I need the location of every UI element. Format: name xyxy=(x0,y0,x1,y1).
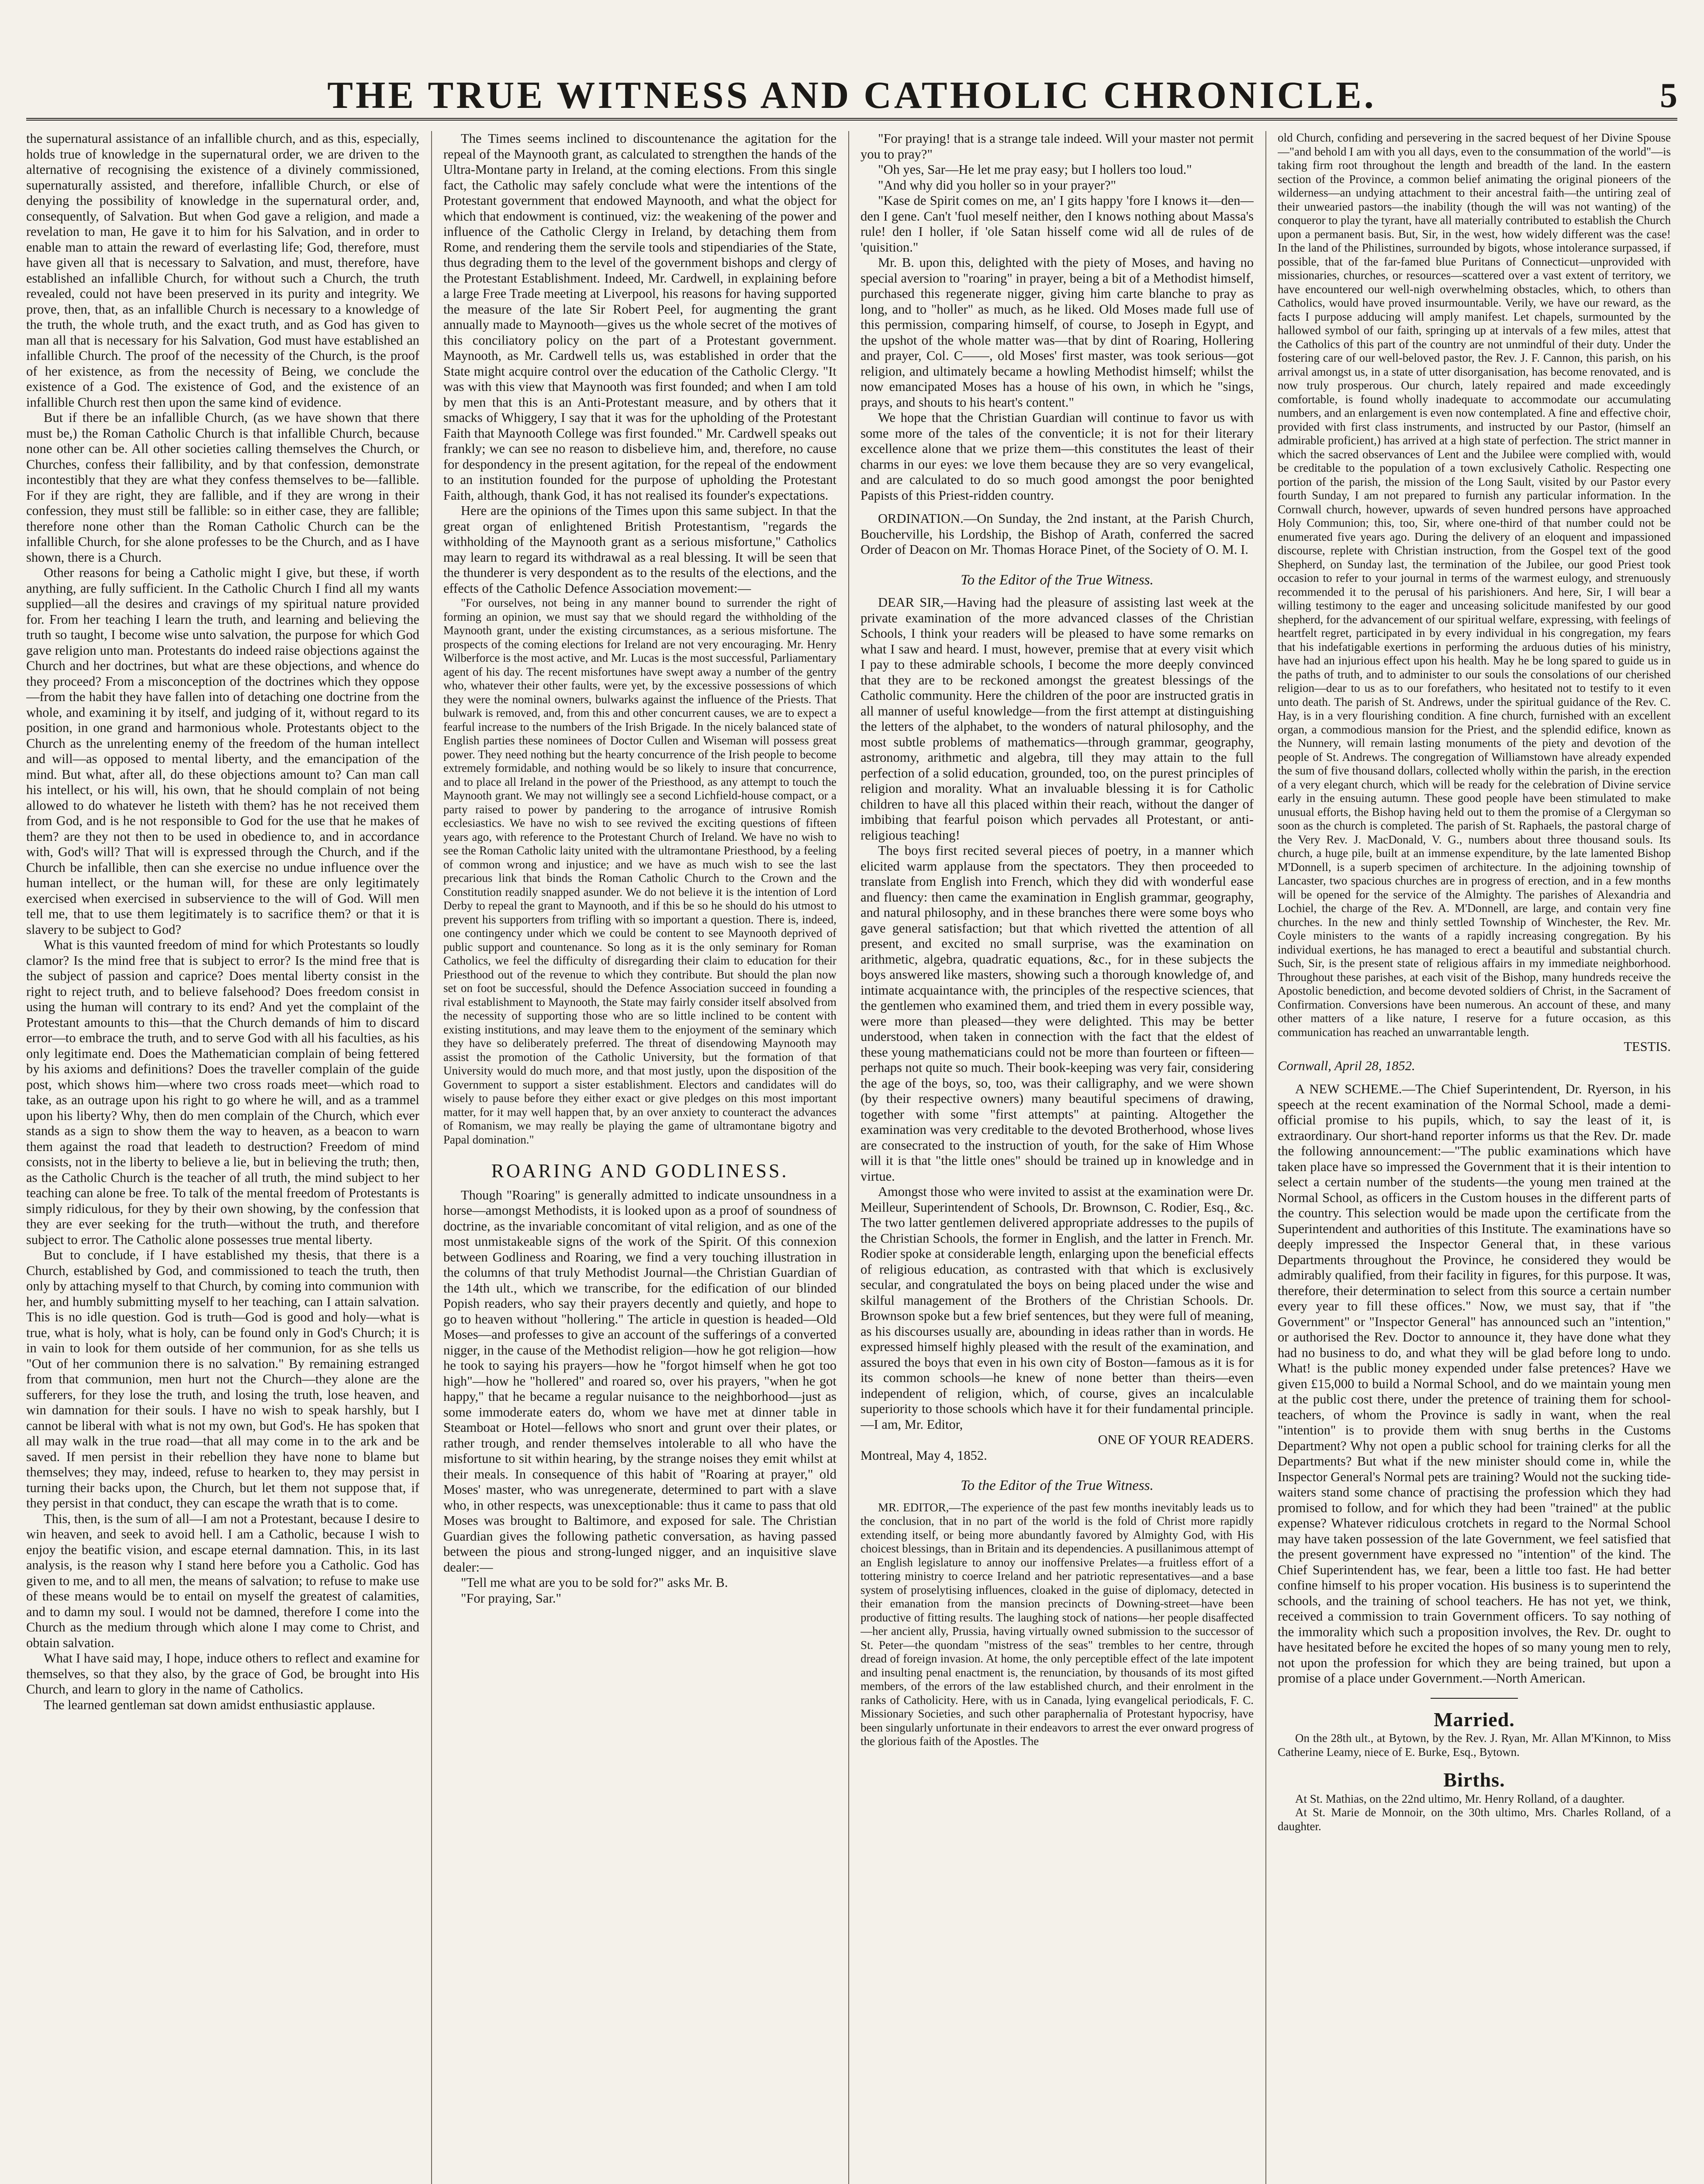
paragraph: We hope that the Christian Guardian will continue to favor us with some more of the tales of the conventicle; it is not for their literary excellence alone that we prize them—this constitutes the least of their charms in our eyes: we love them because they are so very evangelical, and are calculated to do so much good amongst the poor benighted Papists of this Priest-ridden country. xyxy=(861,410,1254,503)
column-3 xyxy=(861,131,1254,2184)
paragraph: "And why did you holler so in your prayer?" xyxy=(878,177,1116,193)
times-quotation: "For ourselves, not being in any manner bound to surrender the right of forming an opinion, we must say that we should regard the withholding of the Maynooth grant, under the existing circumstances, as a serious misfortune. The prospects of the coming elections for Ireland are not very encouraging. Mr. Henry Wilberforce is the most active, and Mr. Lucas is the most successful, Parliamentary agent of his day. The recent misfortunes have swept away a number of the gentry who, whatever their other faults, were yet, by the excessive possessions of which they were the nominal owners, bulwarks against the influence of the Priests. That bulwark is removed, and, from this and other concurrent causes, we are to expect a fearful increase to the numbers of the Irish Brigade. In the nicely balanced state of English parties these nominees of Doctor Cullen and Wiseman will possess great power. They need nothing but the hearty concurrence of the Irish people to become extremely formidable, and nothing would be so likely to insure that concurrence, and to place all Ireland in the power of the Priesthood, as any attempt to touch the Maynooth grant. We may not willingly see a second Lichfield-house compact, or a party raised to power by pandering to the arrogance of intrusive Romish ecclesiastics. We have no wish to see revived the exciting questions of fifteen years ago, with reference to the Protestant Church of Ireland. We have no wish to see the Roman Catholic laity united with the ultramontane Priesthood, by a feeling of common wrong and injustice; and we have as much wish to see the last precarious link that binds the Roman Catholic Church to the Crown and the Constitution readily snapped asunder. We do not believe it is the intention of Lord Derby to repeal the grant to Maynooth, and if this be so he should do his utmost to prevent his supporters from trifling with so important a question. There is, indeed, one contingency under which we could be content to see Maynooth deprived of public support and countenance. So long as it is the only seminary for Roman Catholics, we feel the difficulty of disregarding their claim to education for their Priesthood out of the revenue to which they contribute. But should the plan now set on foot be successful, should the Defence Association succeed in founding a rival establishment to Maynooth, the State may fairly consider itself absolved from the necessity of supporting those who are so little inclined to be content with existing institutions, and may leave them to the enjoyment of the seminary which they have so deliberately preferred. The threat of disendowing Maynooth may assist the promotion of the Catholic University, but the formation of that University would do much more, and that most justly, upon the disposition of the Government to support a sister establishment. Electors and candidates will do wisely to pause before they either exact or give pledges on this most important matter, for it may well happen that, by an over anxiety to counteract the advances of Romanism, we may really be playing the game of ultramontane bigotry and Papal domination." xyxy=(443,596,836,1146)
column-1 xyxy=(26,131,419,2184)
column-rule xyxy=(848,131,849,2184)
births-heading: Births. xyxy=(1443,1769,1505,1791)
paragraph: "Tell me what are you to be sold for?" asks Mr. B. xyxy=(461,1575,728,1590)
paragraph: DEAR SIR,—Having had the pleasure of assisting last week at the private examination of the more advanced classes of the Christian Schools, I think your readers will be pleased to have some remarks on what I saw and heard. I must, however, premise that at every visit which I pay to these admirable schools, I become the more deeply convinced that they are to be reckoned amongst the greatest blessings of the Catholic community. Here the children of the poor are instructed gratis in all manner of useful knowledge—from the first attempt at distinguishing the letters of the alphabet, to the wonders of natural philosophy, and the most subtle problems of mathematics—through grammar, geography, astronomy, arithmetic and algebra, till they may attain to the full perfection of a solid education, grounded, too, on the purest principles of religion and morality. What an invaluable blessing it is for Catholic children to have all this placed within their reach, without the danger of imbibing that fearful poison which pervades all Protestant, or anti-religious teaching! xyxy=(861,595,1254,843)
paragraph: What is this vaunted freedom of mind for which Protestants so loudly clamor? Is the mind free that is subject to error? Is the mind free that is the subject of passion and caprice? Does mental liberty consist in the right to reject truth, and to believe falsehood? Does freedom consist in using the human will contrary to its end? And yet the complaint of the Protestant amounts to this—that the Church demands of him to discard error—to embrace the truth, and to serve God with all his faculties, as his only legitimate end. Does the Mathematician complain of being fettered by his axioms and definitions? Does the traveller complain of the guide post, which shows him—where two cross roads meet—which road to take, as an outrage upon his right to go where he will, and as a trammel upon his liberty? Why, then do men complain of the Church, which ever stands as a sign to show them the way to heaven, as a beacon to warn them against the road that leadeth to destruction? Freedom of mind consists, not in the liberty to believe a lie, but in believing the truth; then, as the Catholic Church is the teacher of all truth, the mind subject to her teaching can alone be free. To talk of the mental freedom of Protestants is simply ridiculous, for they by their own showing, by the confession that they are ever seeking for the truth—without the truth, and therefore subject to error. The Catholic alone possesses true mental liberty. xyxy=(26,937,419,1247)
letter-dateline: Cornwall, April 28, 1852. xyxy=(1278,1058,1415,1073)
newspaper-title: THE TRUE WITNESS AND CATHOLIC CHRONICLE. xyxy=(327,74,1376,117)
masthead xyxy=(26,66,1677,121)
letter-signature: TESTIS. xyxy=(1624,1039,1671,1054)
paragraph: But if there be an infallible Church, (as we have shown that there must be,) the Roman Catholic Church is that infallible Church, because none other can be. All other societies calling themselves the Church, or Churches, confess their fallibility, and by that confession, demonstrate incontestibly that they are what they confess themselves to be—fallible. For if they are right, they are fallible, and if they are wrong in their confession, they must still be fallible: so in either case, they are fallible; therefore none other than the Roman Catholic Church can be the infallible Church, for she alone professes to be the Church, and as I have shown, there is a Church. xyxy=(26,410,419,565)
column-rule xyxy=(431,131,432,2184)
notice: At St. Mathias, on the 22nd ultimo, Mr. Henry Rolland, of a daughter. xyxy=(1295,1792,1625,1805)
paragraph: Mr. B. upon this, delighted with the piety of Moses, and having no special aversion to "roaring" in prayer, being a bit of a Methodist himself, purchased this regenerate nigger, giving him carte blanche to pray as long, and to "holler" as much, as he liked. Old Moses made full use of this permission, comparing himself, of course, to Joseph in Egypt, and the upshot of the whole matter was—that by dint of Roaring, Hollering and prayer, Col. C——, old Moses' first master, was took serious—got religion, and ultimately became a howling Methodist himself; whilst the now emancipated Moses has a house of his own, in which he "sings, prays, and shouts to his heart's content." xyxy=(861,255,1254,410)
paragraph: old Church, confiding and persevering in the sacred bequest of her Divine Spouse—"and behold I am with you all days, even to the consummation of the world"—is taking firm root throughout the length and breadth of the land. In the eastern section of the Province, a common belief animating the original pioneers of the wilderness—an undying attachment to their ancestral faith—the untiring zeal of their unwearied pastors—the inability (though the will was not wanting) of the conqueror to play the tyrant, have all materially contributed to establish the Church upon a permanent basis. But, Sir, in the west, how widely different was the case! In the land of the Philistines, surrounded by bigots, whose intolerance surpassed, if possible, that of the far-famed blue Puritans of Connecticut—unprovided with missionaries, churches, or resources—scattered over a vast extent of territory, we have encountered our well-nigh overwhelming obstacles, which, to others than Catholics, would have proved insurmountable. Verily, we have our reward, as the facts I purpose adducing will amply manifest. Let chapels, surmounted by the hallowed symbol of our faith, springing up at intervals of a few miles, attest that the Catholics of this part of the country are not unmindful of their duty. Under the fostering care of our well-beloved pastor, the Rev. J. F. Cannon, this parish, on his arrival amongst us, in a state of utter disorganisation, has become renovated, and is now truly prosperous. Our church, lately repaired and made exceedingly comfortable, is found wholly inadequate to accommodate our accumulating numbers, and an enlargement is even now contemplated. A fine and effective choir, provided with first class instruments, and instructed by our Pastor, (himself an admirable proficient,) has arrived at a high state of perfection. The strict manner in which the sacred observances of Lent and the Jubilee were complied with, would be creditable to the population of a town exclusively Catholic. Respecting one portion of the parish, the mission of the Long Sault, visited by our Pastor every fourth Sunday, I am not prepared to furnish any particular information. In the Cornwall church, however, upwards of seven hundred persons have approached Holy Communion; this, too, Sir, where one-third of that number could not be enumerated five years ago. During the delivery of an eloquent and impassioned discourse, replete with Christian instruction, from the Gospel text of the good Shepherd, on Sunday last, the termination of the Jubilee, our good Priest took occasion to refer to your journal in terms of the warmest eulogy, and strenuously recommended it to the perusal of his parishioners. And here, Sir, I will bear a willing testimony to the eager and unceasing solicitude manifested by our good shepherd, for the advancement of our spiritual welfare, expressing, with feelings of heartfelt regret, participated in by every individual in his congregation, my fears that his indefatigable exertions in performing the arduous duties of his ministry, have had an injurious effect upon his health. May he be long spared to guide us in the paths of truth, and to administer to our souls the consolations of our cherished religion—dear to us as to our forefathers, who hesitated not to testify to it even unto death. The parish of St. Andrews, under the spiritual guidance of the Rev. C. Hay, is in a very flourishing condition. A fine church, furnished with an excellent organ, a commodious mansion for the Priest, and the splendid edifice, known as the Nunnery, will remain lasting monuments of the piety and devotion of the people of St. Andrews. The congregation of Williamstown have already expended the sum of five thousand dollars, collected wholly within the parish, in the erection of a very elegant church, which will be ready for the celebration of Divine service early in the ensuing autumn. These good people have been stimulated to make unusual efforts, the Bishop having held out to them the promise of a Clergyman so soon as the church is completed. The parish of St. Raphaels, the pastoral charge of the Very Rev. J. MacDonald, V. G., numbers about three thousand souls. Its church, a huge pile, built at an immense expenditure, by the late lamented Bishop M'Donnell, is a superb specimen of architecture. In the adjoining township of Lancaster, two spacious churches are in progress of erection, and in a few months will be opened for the service of the Almighty. The parishes of Alexandria and Lochiel, the charge of the Rev. A. M'Donnell, are large, and contain very fine churches. In the new and thinly settled Township of Winchester, the Rev. Mr. Coyle ministers to the wants of a rapidly increasing congregation. By his individual exertions, he has managed to erect a beautiful and substantial church. Such, Sir, is the present state of religious affairs in my immediate neighborhood. Throughout these parishes, at each visit of the Bishop, many hundreds receive the Apostolic benediction, and become devoted soldiers of Christ, in the Sacrament of Confirmation. Conversions have been numerous. An account of these, and many other matters of a like nature, I reserve for a future occasion, as this communication has reached an unwarrantable length. xyxy=(1278,131,1671,1039)
column-4 xyxy=(1278,131,1671,2184)
notice: At St. Marie de Monnoir, on the 30th ultimo, Mrs. Charles Rolland, of a daughter. xyxy=(1278,1806,1671,1833)
paragraph: Though "Roaring" is generally admitted to indicate unsoundness in a horse—amongst Methodists, it is looked upon as a proof of soundness of doctrine, as the invariable concomitant of vital religion, and as one of the most unmistakeable signs of the work of the Spirit. Of this connexion between Godliness and Roaring, we find a very touching illustration in the columns of that truly Methodist Journal—the Christian Guardian of the 14th ult., which we transcribe, for the edification of our blinded Popish readers, who say their prayers decently and quietly, and hope to go to heaven without "hollering." The article in question is headed—Old Moses—and professes to give an account of the sufferings of a converted nigger, in the cause of the Methodist religion—how he got religion—how he took to saying his prayers—how he "forgot himself when he got too high"—how he "hollered" and roared so, over his prayers, "when he got happy," that he became a regular nuisance to the neighborhood—just as some immoderate eaters do, whom we have met at dinner table in Steamboat or Hotel—fellows who snort and grunt over their plates, or rather trough, and render themselves intolerable to all who have the misfortune to sit within hearing, by the strange noises they emit whilst at their meals. In consequence of this habit of "Roaring at prayer," old Moses' master, who was unregenerate, determined to part with a slave who, in other respects, was unexceptionable: thus it came to pass that old Moses was brought to Baltimore, and exposed for sale. The Christian Guardian gives the following pathetic conversation, as having passed between the pious and strong-lunged nigger, and an inquisitive slave dealer:— xyxy=(443,1187,836,1575)
paragraph: The boys first recited several pieces of poetry, in a manner which elicited warm applause from the spectators. They then proceeded to translate from English into French, which they did with wonderful ease and fluency: then came the examination in English grammar, geography, and natural philosophy, and in these branches there were some boys who gave general satisfaction; but that which rivetted the attention of all present, and excited no small surprise, was the examination on arithmetic, algebra, quadratic equations, &c., for in these subjects the boys answered like masters, showing such a thorough knowledge of, and intimate acquaintance with, the principles of the respective sciences, that the gentlemen who examined them, and tried them in every possible way, were more than pleased—they were delighted. This may be better understood, when taken in connection with the fact that the eldest of these young mathematicians could not be more than fourteen or fifteen—perhaps not quite so much. Their book-keeping was very fair, considering the age of the boys, so, too, was their calligraphy, and we were shown (by their respective owners) many beautiful specimens of drawing, together with some "first attempts" at painting. Altogether the examination was very creditable to the devoted Brotherhood, whose lives are consecrated to the instruction of youth, for the sake of Him Whose will it is that "the little ones" should be trained up in knowledge and in virtue. xyxy=(861,843,1254,1184)
paragraph: Here are the opinions of the Times upon this same subject. In that the great organ of enlightened British Protestantism, "regards the withholding of the Maynooth grant as a serious misfortune," Catholics may learn to regard its withdrawal as a real blessing. It will be seen that the thunderer is very despondent as to the results of the elections, and the effects of the Catholic Defence Association movement:— xyxy=(443,503,836,596)
notice: On the 28th ult., at Bytown, by the Rev. J. Ryan, Mr. Allan M'Kinnon, to Miss Catherine Leamy, niece of E. Burke, Esq., Bytown. xyxy=(1278,1731,1671,1759)
paragraph: A NEW SCHEME.—The Chief Superintendent, Dr. Ryerson, in his speech at the recent examination of the Normal School, made a demi-official promise to his pupils, which, to say the least of it, is extraordinary. Our short-hand reporter informs us that the Rev. Dr. made the following announcement:—"The public examinations which have taken place have so impressed the Government that it is their intention to select a certain number of the students—the young men trained at the Normal School, as officers in the Custom houses in the different parts of the country. This selection would be made upon the certificate from the Superintendent and authorities of this Institute. The examinations have so deeply impressed the Inspector General that, in these various Departments throughout the Province, he considered they would be admirably qualified, from their facility in figures, for this purpose. It was, therefore, their determination to select from this source a certain number every year to fill these offices." Now, we must say, that if "the Government" or "Inspector General" has announced such an "intention," or authorised the Rev. Doctor to announce it, they have done what they had no business to do, and what they will be glad before long to undo. What! is the public money expended under false pretences? Have we given £15,000 to build a Normal School, and do we maintain young men at the public cost there, under the pretence of training them for school-teachers, of whom the Province is sadly in want, when the real "intention" is to provide them with snug berths in the Customs Department? Why not open a public school for training clerks for all the Departments? But what if the new minister should come in, while the Inspector General's Normal pets are training? Would not the sucking tide-waiters stand some chance of practising the profession which they had promised to follow, and for which they had been "trained" at the public expense? Whatever ridiculous crotchets in regard to the Normal School may have taken possession of the late Government, we feel satisfied that the present government have expressed no "intention" of the kind. The Chief Superintendent has, we fear, been a little too fast. He had better confine himself to his proper vocation. His business is to superintend the schools, and the training of school teachers. He has not yet, we think, received a commission to train Government officers. To say nothing of the immorality which such a proposition involves, the Rev. Dr. ought to have hesitated before he excited the hopes of so many young men to rely, not upon the profession for which they are being trained, but upon a promise of a place under Government.—North American. xyxy=(1278,1082,1671,1686)
paragraph: The Times seems inclined to discountenance the agitation for the repeal of the Maynooth grant, as calculated to strengthen the hands of the Ultra-Montane party in Ireland, at the coming elections. From this single fact, the Catholic may safely conclude what were the intentions of the Protestant government that endowed Maynooth, and what the object for which that endowment is continued, viz: the weakening of the power and influence of the Catholic Clergy in Ireland, by detaching them from Rome, and rendering them the servile tools and stipendiaries of the State, thus degrading them to the level of the government bishops and clergy of the Protestant Establishment. Indeed, Mr. Cardwell, in explaining before a large Free Trade meeting at Liverpool, his reasons for having supported the measure of the late Sir Robert Peel, for augmenting the grant annually made to Maynooth—gives us the whole secret of the motives of this conciliatory policy on the part of a Protestant government. Maynooth, as Mr. Cardwell tells us, was established in order that the State might acquire control over the education of the Catholic Clergy. "It was with this view that Maynooth was first founded; and when I am told by men that this is an Anti-Protestant measure, and by others that it smacks of Whiggery, I say that it was for the upholding of the Protestant Faith that Maynooth College was first founded." Mr. Cardwell speaks out frankly; we can see no reason to disbelieve him, and, therefore, no cause for despondency in the present agitation, for the repeal of the endowment to an institution founded for the purpose of upholding the Protestant Faith, although, thank God, it has not realised its founder's expectations. xyxy=(443,131,836,503)
paragraph: "Oh yes, Sar—He let me pray easy; but I hollers too loud." xyxy=(878,162,1192,177)
paragraph: Amongst those who were invited to assist at the examination were Dr. Meilleur, Superintendent of Schools, Dr. Brownson, C. Rodier, Esq., &c. The two latter gentlemen delivered appropriate addresses to the pupils of the Christian Schools, the former in English, and the latter in French. Mr. Rodier spoke at considerable length, enlarging upon the beneficial effects of religious education, as contrasted with that which is exclusively secular, and congratulated the boys on being placed under the wise and skilful management of the Brothers of the Christian Schools. Dr. Brownson spoke but a few brief sentences, but they were full of meaning, as his discourses usually are, abounding in ideas rather than in words. He expressed himself highly pleased with the result of the examination, and assured the boys that even in his own city of Boston—famous as it is for its common schools—he knew of none better than theirs—even independent of religion, which, of course, gives an incalculable superiority to those schools which have it for their fundamental principle.—I am, Mr. Editor, xyxy=(861,1184,1254,1432)
divider xyxy=(1431,1698,1518,1699)
paragraph: "For praying, Sar." xyxy=(461,1590,561,1606)
paragraph: MR. EDITOR,—The experience of the past few months inevitably leads us to the conclusion, that in no part of the world is the fold of Christ more rapidly extending itself, or being more abundantly favored by Almighty God, with His choicest blessings, than in Britain and its dependencies. A pusillanimous attempt of an English legislature to annoy our inoffensive Prelates—a fruitless effort of a tottering ministry to coerce Ireland and her patriotic representatives—and a base system of proselytising influences, cloaked in the guise of diplomacy, detected in their emanation from the mansion precincts of Downing-street—have been productive of fitting results. The laughing stock of nations—her people disaffected—her ancient ally, Prussia, having virtually owned submission to the successor of St. Peter—the quondam "mistress of the seas" trembles to her centre, through dread of foreign invasion. At home, the only perceptible effect of the late impotent and insulting penal enactment is, the renunciation, by thousands of its most gifted members, of the errors of the law established church, and their enrolment in the ranks of Catholicity. Here, with us in Canada, lying evangelical periodicals, F. C. Missionary Societies, and such other paraphernalia of Protestant hypocrisy, have been singularly unfortunate in their endeavors to arrest the ever onward progress of the glorious faith of the Apostles. The xyxy=(861,1500,1254,1748)
letter-dateline: Montreal, May 4, 1852. xyxy=(861,1448,987,1463)
letter-signature: ONE OF YOUR READERS. xyxy=(1098,1432,1254,1447)
paragraph: Other reasons for being a Catholic might I give, but these, if worth anything, are fully sufficient. In the Catholic Church I find all my wants supplied—all the desires and cravings of my spiritual nature provided for. From her teaching I learn the truth, and learning and believing the truth so taught, I become wise unto salvation, the purpose for which God gave religion unto man. Protestants do indeed raise objections against the Church and her doctrines, but what are these objections, and whence do they proceed? From a misconception of the doctrines which they oppose—from the habit they have fallen into of detaching one doctrine from the whole, and examining it by itself, and judging of it, without regard to its position, in one grand and harmonious whole. Protestants object to the Church as the unrelenting enemy of the freedom of the human intellect and will—as opposed to mental liberty, and the emancipation of the mind. But what, after all, do these objections amount to? Can man call his intellect, or his will, his own, that he should complain of not being allowed to do whatever he listeth with them? has he not received them from God, and is he not responsible to God for the use that he makes of them? are they not then to be used in obedience to, and in accordance with, God's will? That will is expressed through the Church, and if the Church be infallible, then can she exercise no undue influence over the human intellect, or the human will, for these are only legitimately exercised when exercised in subservience to the will of God. Will men tell me, that to use them legitimately is to sacrifice them? or that it is slavery to be subject to God? xyxy=(26,565,419,937)
letter-heading: To the Editor of the True Witness. xyxy=(961,1478,1154,1493)
paragraph: But to conclude, if I have established my thesis, that there is a Church, established by God, and commissioned to teach the truth, then only by attaching myself to that Church, by coming into communion with her, and humbly submitting myself to her teaching, can I attain salvation. This is no idle question. God is truth—God is good and holy—what is true, what is holy, what is holy, can be found only in God's Church; it is in vain to look for them outside of her communion, for as she tells us "Out of her communion there is no salvation." By remaining estranged from that communion, men hurt not the Church—they alone are the sufferers, for they lose the truth, and losing the truth, lose heaven, and win damnation for their souls. I have no wish to speak harshly, but I cannot be liberal with what is not my own, but God's. He has spoken that all may walk in the true road—that all may come in to the ark and be saved. If men persist in their rebellion they have none to blame but themselves; they may, indeed, refuse to hearken to, they may persist in turning their backs upon, the Church, but let them not suppose that, if they persist in that conduct, they can escape the wrath that is to come. xyxy=(26,1248,419,1510)
paragraph: This, then, is the sum of all—I am not a Protestant, because I desire to win heaven, and seek to avoid hell. I am a Catholic, because I wish to enjoy the beatific vision, and escape eternal damnation. This, in its last analysis, is the reason why I stand here before you a Catholic. God has given to me, and to all men, the means of salvation; to refuse to make use of these means would be to entail on myself the greatest of calamities, and to damn my soul. I would not be damned, therefore I come into the Church as the medium through which alone I may come to Christ, and obtain salvation. xyxy=(26,1511,419,1650)
article-heading-roaring: ROARING AND GODLINESS. xyxy=(491,1160,789,1182)
column-rule xyxy=(1265,131,1266,2184)
paragraph: The learned gentleman sat down amidst enthusiastic applause. xyxy=(44,1697,375,1712)
ordination-notice: ORDINATION.—On Sunday, the 2nd instant, at the Parish Church, Boucherville, his Lordship, the Bishop of Arath, conferred the sacred Order of Deacon on Mr. Thomas Horace Pinet, of the Society of O. M. I. xyxy=(861,511,1254,557)
paragraph: the supernatural assistance of an infallible church, and as this, especially, holds true of knowledge in the supernatural order, we are driven to the alternative of recognising the existence of a divinely commissioned, supernaturally assisted, and therefore, infallible Church, or else of denying the possibility of knowledge in the supernatural order, and, consequently, of Salvation. But when God gave a religion, and made a revelation to man, He gave it to him for his Salvation, and in order to enable man to attain the reward of everlasting life; God, therefore, must have given all that is necessary to Salvation, and must, therefore, have established an infallible Church, for without such a Church, the truth revealed, could not have been preserved in its purity and integrity. We prove, then, that, as an infallible Church is necessary to a knowledge of the truth, the whole truth, and the exact truth, and as God has given to man all that is necessary for his Salvation, God must have established an infallible Church. The proof of the necessity of the Church, is the proof of her existence, as from the necessity of Being, we conclude the existence of a God. The existence of God, and the existence of an infallible Church rest then upon the same kind of evidence. xyxy=(26,131,419,410)
married-heading: Married. xyxy=(1434,1708,1515,1731)
paragraph: "For praying! that is a strange tale indeed. Will your master not permit you to pray?" xyxy=(861,131,1254,162)
letter-heading: To the Editor of the True Witness. xyxy=(961,572,1154,588)
paragraph: "Kase de Spirit comes on me, an' I gits happy 'fore I knows it—den—den I gene. Can't 'fuol meself neither, den I knows nothing about Massa's rule! den I holler, if 'ole Satan hisself come wid all de rules of de 'quisition." xyxy=(861,193,1254,255)
column-2 xyxy=(443,131,836,2184)
paragraph: What I have said may, I hope, induce others to reflect and examine for themselves, so that they also, by the grace of God, be brought into His Church, and learn to glory in the name of Catholics. xyxy=(26,1651,419,1697)
page-number: 5 xyxy=(1660,76,1677,115)
